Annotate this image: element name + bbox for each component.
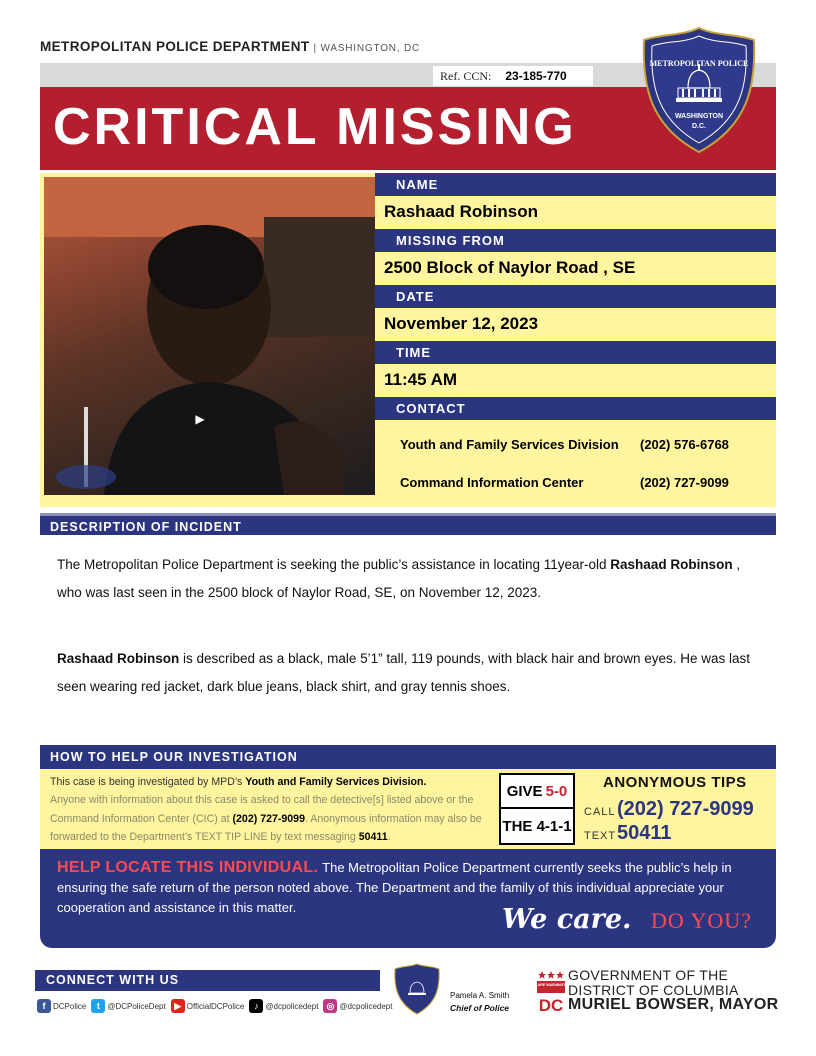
ref-value: 23-185-770 xyxy=(505,69,567,83)
badge-dc-text: D.C. xyxy=(692,123,706,130)
desc-text: The Metropolitan Police Department is seeking the public’s assistance in locating 11year-old xyxy=(57,557,611,572)
social-links xyxy=(37,999,397,1013)
page-title: CRITICAL MISSING xyxy=(53,98,577,156)
anonymous-tips-title: ANONYMOUS TIPS xyxy=(603,774,747,791)
gov-line-1: GOVERNMENT OF THE xyxy=(568,967,729,983)
the-411-text: THE 4-1-1 xyxy=(502,817,572,835)
person-name: Rashaad Robinson xyxy=(610,557,733,572)
name-value: Rashaad Robinson xyxy=(384,202,538,221)
contact-phone[interactable]: (202) 727-9099 xyxy=(640,475,729,490)
social-link[interactable] xyxy=(91,999,165,1013)
dc-tag-text: WE ARE WASHINGTON xyxy=(531,983,571,987)
description-paragraph-1 xyxy=(57,551,762,607)
description-paragraph-2 xyxy=(57,645,762,701)
text-label: TEXT xyxy=(584,830,617,842)
gov-line-2: DISTRICT OF COLUMBIA xyxy=(568,982,739,998)
give-text: GIVE xyxy=(506,782,543,800)
call-number[interactable]: (202) 727-9099 xyxy=(617,798,754,820)
call-label: CALL xyxy=(584,806,616,818)
social-link[interactable] xyxy=(171,999,245,1013)
help-text-number: 50411 xyxy=(358,831,388,844)
social-handle: @DCPoliceDept xyxy=(107,1001,166,1011)
contact-name: Youth and Family Services Division xyxy=(400,437,619,452)
help-text: Anyone with information about this case is asked to call the detective[s] listed above or the Command Information Center (CIC) at xyxy=(50,794,474,825)
contact-label: CONTACT xyxy=(375,397,776,420)
contact-phone[interactable]: (202) 576-6768 xyxy=(640,437,729,452)
play-icon: ▶ xyxy=(195,412,205,426)
missing-from-label: MISSING FROM xyxy=(375,229,776,252)
contact-name: Command Information Center xyxy=(400,475,584,490)
twitter-icon: t xyxy=(91,999,105,1013)
missing-person-photo xyxy=(44,177,375,495)
video-play-button[interactable] xyxy=(178,403,222,435)
department-header xyxy=(40,39,420,54)
dc-letters: DC xyxy=(538,996,564,1015)
social-handle: @dcpolicedept xyxy=(265,1001,319,1011)
date-label: DATE xyxy=(375,285,776,308)
locate-body: The Metropolitan Police Department currently seeks the public’s help in ensuring the safe return of the person noted above. The Department and the family of this individual appreciate your cooperation and assistance in this matter. xyxy=(57,860,732,915)
ref-label: Ref. CCN: xyxy=(440,68,492,83)
instagram-icon: ◎ xyxy=(323,999,337,1013)
social-handle: OfficialDCPolice xyxy=(186,1001,245,1011)
social-handle: DCPolice xyxy=(53,1001,87,1011)
give-50-the-411-logo xyxy=(499,773,575,845)
department-name: METROPOLITAN POLICE DEPARTMENT xyxy=(40,39,310,54)
help-text: . Anonymous information may also be forwarded to the Department’s TEXT TIP LINE by text messaging xyxy=(50,812,482,844)
missing-from-value: 2500 Block of Naylor Road , SE xyxy=(384,258,636,277)
help-heading: HOW TO HELP OUR INVESTIGATION xyxy=(40,745,776,769)
desc-text: , who was last seen in the 2500 block of Naylor Road, SE, on November 12, 2023. xyxy=(57,557,741,600)
badge-city-text: WASHINGTON xyxy=(674,113,724,120)
tiktok-icon: ♪ xyxy=(249,999,263,1013)
give-50-text: 5-0 xyxy=(545,782,568,800)
help-text: . xyxy=(387,831,391,844)
badge-top-text: METROPOLITAN POLICE xyxy=(649,59,749,68)
help-cic-number: (202) 727-9099 xyxy=(232,812,305,825)
we-care-slogan: We care. xyxy=(502,904,632,935)
police-badge-logo xyxy=(638,26,760,154)
gov-line-3: MURIEL BOWSER, MAYOR xyxy=(568,996,779,1013)
youtube-icon: ▶ xyxy=(171,999,185,1013)
facebook-icon: f xyxy=(37,999,51,1013)
connect-heading: CONNECT WITH US xyxy=(35,970,380,991)
help-division: Youth and Family Services Division. xyxy=(245,776,427,788)
department-location: | WASHINGTON, DC xyxy=(313,43,421,54)
time-value: 11:45 AM xyxy=(384,370,458,389)
time-label: TIME xyxy=(375,341,776,364)
help-text: This case is being investigated by MPD’s xyxy=(50,776,246,788)
social-handle: @dcpolicedept xyxy=(339,1001,393,1011)
help-instructions xyxy=(50,773,490,847)
name-label: NAME xyxy=(375,173,776,196)
ref-box xyxy=(433,66,593,86)
description-heading: DESCRIPTION OF INCIDENT xyxy=(40,513,776,535)
social-link[interactable] xyxy=(323,999,392,1013)
police-badge-small-icon xyxy=(393,963,441,1015)
person-name: Rashaad Robinson xyxy=(57,651,180,666)
desc-text: is described as a black, male 5’1” tall, 119 pounds, with black hair and brown eyes. He was last seen wearing red jacket, dark blue jeans, black shirt, and gray tennis shoes. xyxy=(57,651,751,694)
social-link[interactable] xyxy=(37,999,86,1013)
dc-government-logo xyxy=(531,969,571,1015)
date-value: November 12, 2023 xyxy=(384,314,539,333)
social-link[interactable] xyxy=(249,999,318,1013)
locate-headline: HELP LOCATE THIS INDIVIDUAL. xyxy=(57,859,319,876)
chief-name: Pamela A. Smith xyxy=(450,991,510,1000)
chief-title: Chief of Police xyxy=(450,1003,510,1013)
do-you-slogan: DO YOU? xyxy=(651,908,752,933)
text-number[interactable]: 50411 xyxy=(617,822,672,844)
